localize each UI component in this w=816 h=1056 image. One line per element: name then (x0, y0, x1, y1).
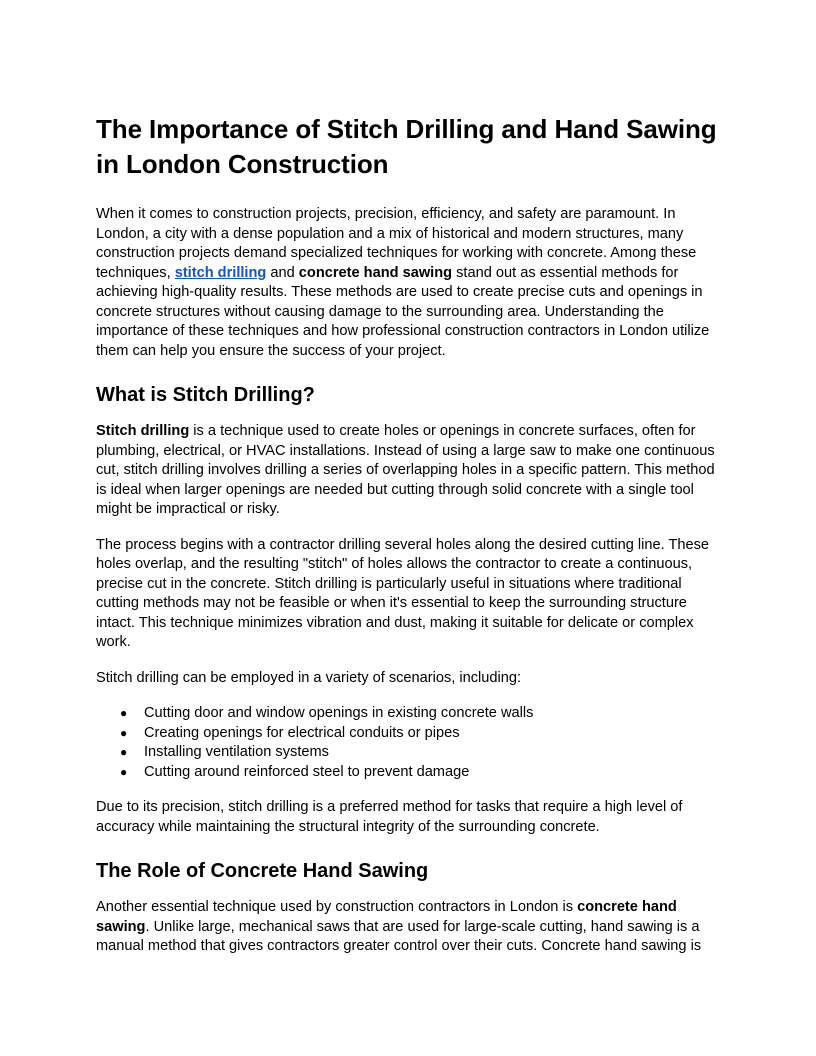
list-item (96, 743, 720, 763)
stitch-drilling-process: The process begins with a contractor drilling several holes along the desired cutting line. These holes overlap, and the resulting "stitch" of holes allows the contractor to create a continuous, precise cut in the concrete. Stitch drilling is particularly useful in situations where traditional cutting methods may not be feasible or when it's essential to keep the surrounding structure intact. This technique minimizes vibration and dust, making it suitable for delicate or complex work. (96, 536, 710, 650)
list-item (96, 763, 720, 783)
list-item-text: Cutting door and window openings in existing concrete walls (144, 705, 534, 721)
stitch-drilling-definition (96, 422, 720, 520)
document-page (96, 112, 720, 973)
section-heading-stitch-drilling: What is Stitch Drilling? (96, 384, 315, 406)
stitch-drilling-term: Stitch drilling (96, 423, 190, 439)
bullet-icon: ● (120, 745, 128, 759)
stitch-drilling-scenarios-intro: Stitch drilling can be employed in a variety of scenarios, including: (96, 669, 522, 686)
list-item-text: Installing ventilation systems (144, 744, 329, 760)
hand-sawing-text-2: . Unlike large, mechanical saws that are used for large-scale cutting, hand sawing is a manual method that gives contractors greater control over their cuts. Concrete hand sawing is (96, 918, 702, 954)
stitch-drilling-link[interactable]: stitch drilling (174, 264, 267, 281)
list-item-text: Creating openings for electrical conduits or pipes (144, 724, 460, 741)
bullet-icon: ● (120, 725, 128, 740)
bullet-icon: ● (120, 764, 128, 779)
scenarios-list (96, 704, 720, 782)
page-title: The Importance of Stitch Drilling and Hand Sawing in London Construction (96, 114, 717, 179)
list-item (96, 704, 720, 724)
list-item-text: Cutting around reinforced steel to prevent damage (144, 763, 470, 780)
intro-text-2: and (266, 264, 299, 281)
list-item (96, 724, 720, 744)
intro-text-1: When it comes to construction projects, precision, efficiency, and safety are paramount. In London, a city with a dense population and a mix of historical and modern structures, many construction projects demand specialized techniques for working with concrete. Among these techniques, (96, 206, 697, 281)
bullet-icon: ● (120, 706, 128, 720)
intro-text-3: stand out as essential methods for achieving high-quality results. These methods are used to create precise cuts and openings in concrete structures without causing damage to the surrounding area. Understanding the importance of these techniques and how professional construction contractors in London utilize them can help you ensure the success of your project. (96, 264, 710, 359)
intro-bold-term: concrete hand sawing (298, 264, 453, 281)
section-heading-hand-sawing: The Role of Concrete Hand Sawing (96, 860, 429, 882)
stitch-drilling-definition-text: is a technique used to create holes or openings in concrete surfaces, often for plumbing, electrical, or HVAC installations. Instead of using a large saw to make one continuous cut, stitch drilling involves drilling a series of overlapping holes in a specific pattern. This method is ideal when larger openings are needed but cutting through solid concrete with a single tool might be impractical or risky. (96, 423, 715, 517)
hand-sawing-term: concrete hand sawing (96, 899, 677, 935)
hand-sawing-text-1: Another essential technique used by construction contractors in London is (96, 899, 578, 915)
intro-paragraph (96, 205, 720, 361)
stitch-drilling-conclusion: Due to its precision, stitch drilling is a preferred method for tasks that require a high level of accuracy while maintaining the structural integrity of the surrounding concrete. (96, 799, 683, 835)
hand-sawing-paragraph (96, 898, 720, 957)
